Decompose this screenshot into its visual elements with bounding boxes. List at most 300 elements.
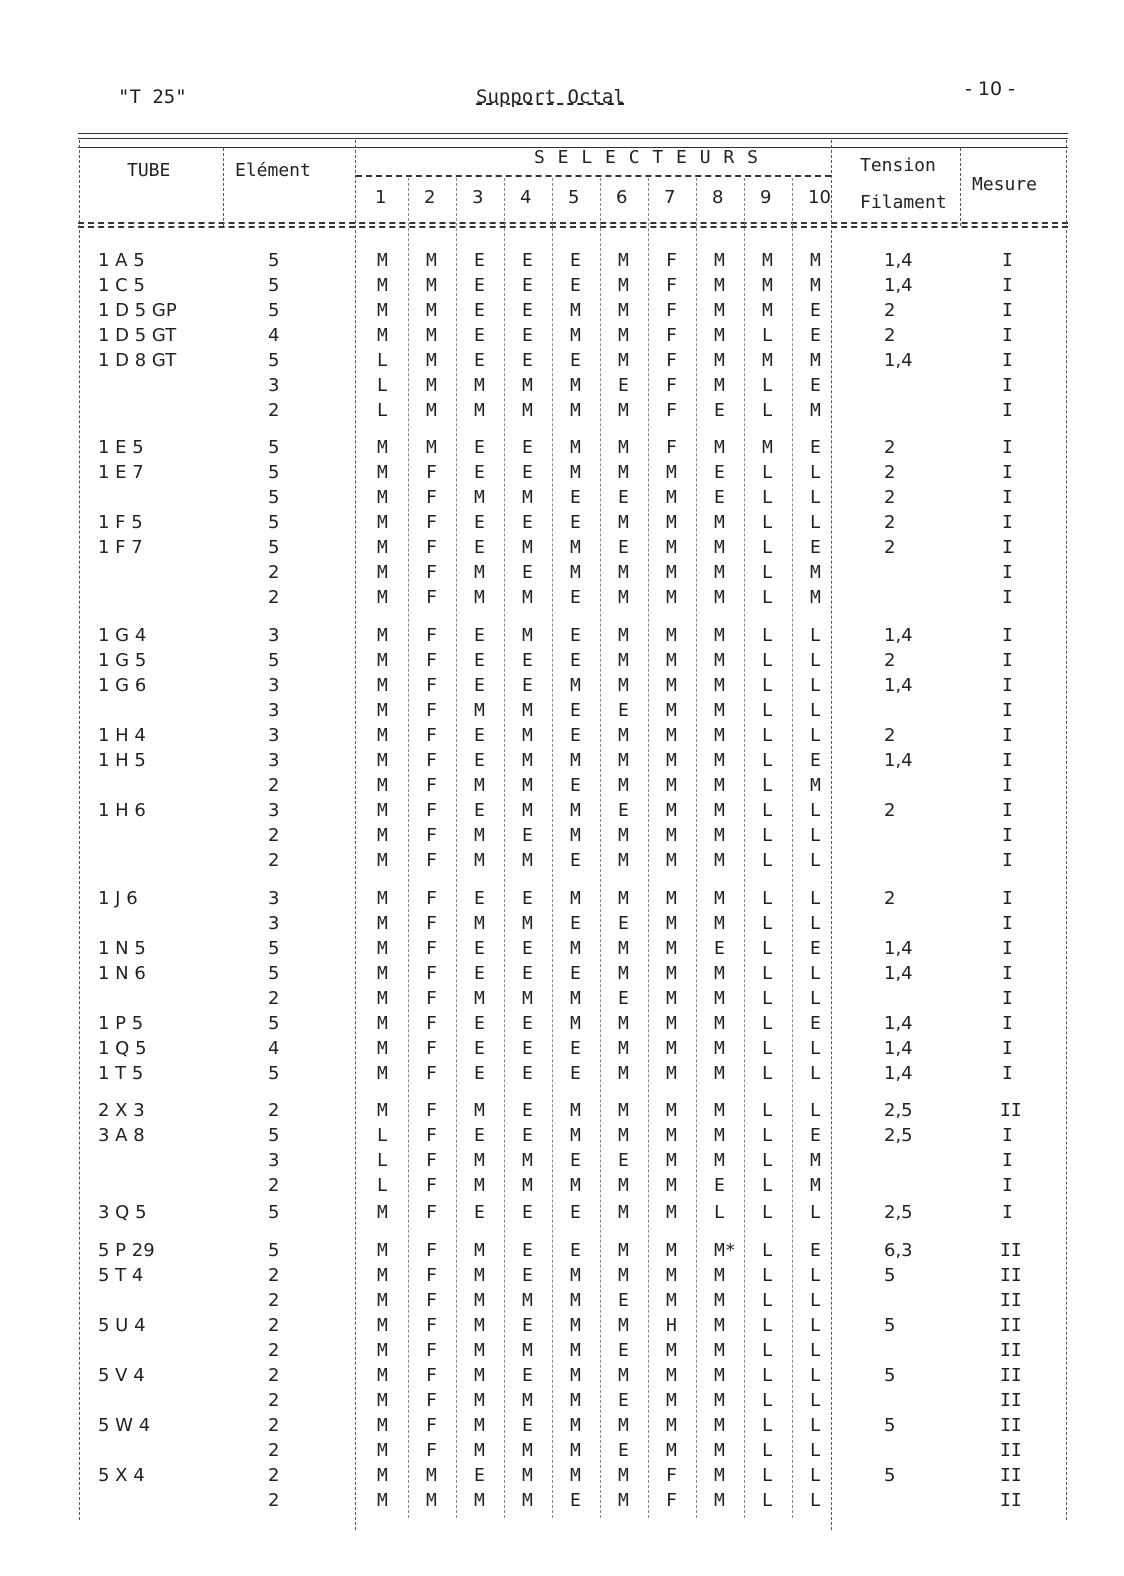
selector-value: F	[426, 750, 437, 771]
element-count: 2	[268, 1315, 280, 1336]
selector-value: E	[522, 938, 533, 959]
mesure-value: I	[1002, 562, 1013, 583]
element-count: 4	[268, 325, 280, 346]
selector-value: E	[474, 462, 485, 483]
selector-number: 9	[760, 187, 772, 208]
selector-value: M	[426, 250, 437, 271]
selector-value: M	[377, 512, 388, 533]
selector-value: F	[426, 1365, 437, 1386]
selector-value: L	[810, 825, 821, 846]
col-header-tube: TUBE	[127, 160, 171, 181]
selector-value: M	[618, 725, 629, 746]
element-count: 2	[268, 1440, 280, 1461]
selector-separator	[744, 178, 745, 1518]
selector-value: E	[570, 350, 581, 371]
selector-value: M	[377, 1340, 388, 1361]
selector-value: L	[762, 750, 773, 771]
selector-value: M	[810, 775, 821, 796]
tension-value: 2	[884, 888, 896, 909]
selector-value: M	[474, 1150, 485, 1171]
selector-value: E	[570, 1038, 581, 1059]
tube-name: 5 W 4	[98, 1415, 151, 1436]
selector-value: M	[377, 275, 388, 296]
element-count: 5	[268, 938, 280, 959]
selector-value: M	[377, 487, 388, 508]
selector-value: M	[377, 1013, 388, 1034]
mesure-value: II	[1000, 1490, 1022, 1511]
selector-value: E	[522, 1100, 533, 1121]
mesure-value: II	[1000, 1290, 1022, 1311]
table-top-rule	[78, 133, 1068, 134]
selector-value: L	[810, 1365, 821, 1386]
mesure-value: I	[1002, 300, 1013, 321]
selector-value: L	[810, 1390, 821, 1411]
selector-value: E	[474, 1013, 485, 1034]
selector-value: M	[474, 375, 485, 396]
selector-value: M	[810, 250, 821, 271]
selector-value: M	[714, 1038, 725, 1059]
selector-value: F	[426, 800, 437, 821]
mesure-value: I	[1002, 537, 1013, 558]
selector-value: M	[618, 350, 629, 371]
mesure-value: II	[1000, 1240, 1022, 1261]
selector-value: M	[714, 1100, 725, 1121]
selector-value: M	[522, 487, 533, 508]
tension-value: 1,4	[884, 1038, 913, 1059]
selector-value: E	[522, 1013, 533, 1034]
selector-value: M	[426, 275, 437, 296]
selector-value: E	[810, 1125, 821, 1146]
selector-value: E	[570, 275, 581, 296]
selector-value: E	[570, 963, 581, 984]
selector-value: M	[714, 700, 725, 721]
selector-value: L	[762, 1175, 773, 1196]
tube-name: 5 T 4	[98, 1265, 144, 1286]
tension-value: 2,5	[884, 1202, 913, 1223]
selector-value: L	[762, 537, 773, 558]
element-count: 2	[268, 400, 280, 421]
selector-value: F	[426, 938, 437, 959]
selector-value: M	[666, 1013, 677, 1034]
selector-value: M	[522, 1175, 533, 1196]
selector-value: M	[377, 1265, 388, 1286]
selector-value: M	[618, 1175, 629, 1196]
selector-value: L	[810, 725, 821, 746]
tube-name: 3 A 8	[98, 1125, 145, 1146]
selector-value: E	[522, 1415, 533, 1436]
selector-value: E	[714, 938, 725, 959]
selector-value: E	[474, 437, 485, 458]
selector-separator	[504, 178, 505, 1518]
selector-value: M	[570, 1125, 581, 1146]
selector-value: M	[377, 1490, 388, 1511]
selector-value: L	[762, 1013, 773, 1034]
mesure-value: I	[1002, 350, 1013, 371]
selector-value: F	[426, 1100, 437, 1121]
selector-value: L	[762, 850, 773, 871]
selector-value: L	[810, 1038, 821, 1059]
selector-value: M	[377, 325, 388, 346]
selector-value: M	[618, 1125, 629, 1146]
selector-value: M	[474, 913, 485, 934]
selector-value: L	[762, 1100, 773, 1121]
selector-value: M	[762, 250, 773, 271]
tension-value: 1,4	[884, 1063, 913, 1084]
mesure-value: I	[1002, 375, 1013, 396]
selector-value: M	[714, 913, 725, 934]
selector-value: E	[618, 537, 629, 558]
tension-value: 2	[884, 437, 896, 458]
selector-value: E	[570, 850, 581, 871]
selector-value: E	[810, 325, 821, 346]
mesure-value: I	[1002, 1013, 1013, 1034]
selector-value: M	[618, 300, 629, 321]
selector-value: L	[762, 888, 773, 909]
selector-value: M	[522, 1150, 533, 1171]
selector-value: E	[522, 1063, 533, 1084]
selector-value: L	[810, 888, 821, 909]
selector-value: M	[570, 562, 581, 583]
mesure-value: I	[1002, 988, 1013, 1009]
element-count: 2	[268, 587, 280, 608]
selector-value: M	[377, 1365, 388, 1386]
mesure-value: I	[1002, 487, 1013, 508]
mesure-value: I	[1002, 938, 1013, 959]
selector-value: E	[618, 1440, 629, 1461]
selector-value: M	[714, 675, 725, 696]
selector-value: L	[762, 587, 773, 608]
mesure-value: I	[1002, 1063, 1013, 1084]
selector-value: E	[714, 462, 725, 483]
selector-value: L	[810, 913, 821, 934]
selector-value: M	[377, 537, 388, 558]
element-count: 2	[268, 562, 280, 583]
selector-value: M	[377, 888, 388, 909]
selector-value: E	[714, 400, 725, 421]
selector-value: L	[810, 1290, 821, 1311]
selector-value: M	[618, 437, 629, 458]
col-header-selecteurs: S E L E C T E U R S	[534, 147, 759, 168]
selector-value: M	[714, 375, 725, 396]
selector-value: L	[810, 700, 821, 721]
selector-value: M	[618, 1415, 629, 1436]
selector-value: M	[618, 650, 629, 671]
selector-value: M	[522, 587, 533, 608]
mesure-value: I	[1002, 825, 1013, 846]
tension-value: 2	[884, 462, 896, 483]
tension-value: 1,4	[884, 275, 913, 296]
selector-value: M	[714, 300, 725, 321]
selector-value: M	[762, 275, 773, 296]
mesure-value: I	[1002, 725, 1013, 746]
selector-value: L	[762, 800, 773, 821]
page-number: - 10 -	[965, 78, 1015, 100]
selector-value: L	[762, 1150, 773, 1171]
selector-value: E	[618, 700, 629, 721]
tension-value: 1,4	[884, 625, 913, 646]
selector-value: M	[426, 350, 437, 371]
page-title: Support Octal	[476, 86, 625, 108]
selector-value: M	[714, 1415, 725, 1436]
selector-value: F	[426, 587, 437, 608]
selector-value: M	[474, 1390, 485, 1411]
selector-value: M	[474, 562, 485, 583]
selector-value: M	[618, 250, 629, 271]
tension-value: 2,5	[884, 1100, 913, 1121]
element-count: 2	[268, 1100, 280, 1121]
selector-value: L	[762, 375, 773, 396]
tube-name: 1 D 8 GT	[98, 350, 177, 371]
selector-value: M	[714, 562, 725, 583]
selector-value: E	[810, 537, 821, 558]
selector-value: E	[810, 300, 821, 321]
selector-value: E	[474, 750, 485, 771]
element-count: 2	[268, 1340, 280, 1361]
selector-value: M	[570, 938, 581, 959]
selector-value: E	[522, 1125, 533, 1146]
element-count: 2	[268, 1490, 280, 1511]
selector-value: M	[714, 587, 725, 608]
tube-name: 1 N 5	[98, 938, 146, 959]
selector-value: M	[522, 750, 533, 771]
selector-value: F	[426, 675, 437, 696]
selector-value: M	[522, 375, 533, 396]
mesure-value: I	[1002, 750, 1013, 771]
selector-number: 7	[664, 187, 676, 208]
tube-name: 1 A 5	[98, 250, 145, 271]
selector-value: E	[810, 1013, 821, 1034]
selector-value: M	[618, 512, 629, 533]
selector-value: M	[714, 1290, 725, 1311]
selector-value: M	[618, 325, 629, 346]
selector-value: M	[714, 725, 725, 746]
selector-value: M	[570, 1390, 581, 1411]
selector-value: M	[714, 1365, 725, 1386]
selector-value: F	[426, 537, 437, 558]
element-count: 3	[268, 1150, 280, 1171]
selector-value: M	[522, 1290, 533, 1311]
selector-value: F	[426, 625, 437, 646]
selector-value: M	[618, 1038, 629, 1059]
selector-value: E	[522, 462, 533, 483]
selector-value: E	[618, 375, 629, 396]
tension-value: 2	[884, 487, 896, 508]
selector-value: M	[570, 1365, 581, 1386]
selector-value: M	[666, 775, 677, 796]
selector-value: L	[762, 825, 773, 846]
selector-value: M	[666, 1175, 677, 1196]
selector-value: M	[522, 1440, 533, 1461]
mesure-value: I	[1002, 650, 1013, 671]
selector-value: E	[522, 562, 533, 583]
element-count: 5	[268, 487, 280, 508]
tension-value: 2	[884, 512, 896, 533]
selector-value: M	[666, 650, 677, 671]
selector-value: M	[714, 988, 725, 1009]
selector-value: L	[377, 1125, 388, 1146]
selector-value: L	[762, 487, 773, 508]
selector-value: M	[618, 1265, 629, 1286]
selector-value: M	[570, 325, 581, 346]
selector-value: F	[666, 437, 677, 458]
selector-value: M	[474, 487, 485, 508]
selector-value: L	[762, 562, 773, 583]
selector-separator	[648, 178, 649, 1518]
selector-value: M	[522, 1465, 533, 1486]
selector-value: M	[666, 1240, 677, 1261]
selector-value: M	[570, 1465, 581, 1486]
selector-value: F	[426, 963, 437, 984]
selector-value: M	[570, 1175, 581, 1196]
selector-value: M	[522, 1340, 533, 1361]
tube-name: 1 C 5	[98, 275, 145, 296]
tube-name: 1 F 7	[98, 537, 143, 558]
selector-value: M	[426, 300, 437, 321]
tension-value: 2	[884, 650, 896, 671]
selector-value: M	[377, 1390, 388, 1411]
mesure-value: I	[1002, 888, 1013, 909]
selector-number: 1	[375, 187, 387, 208]
selector-value: L	[810, 1490, 821, 1511]
tension-value: 2	[884, 325, 896, 346]
selector-value: M	[377, 988, 388, 1009]
selector-value: M	[810, 587, 821, 608]
selector-value: M	[714, 963, 725, 984]
element-count: 5	[268, 963, 280, 984]
selector-separator	[552, 178, 553, 1518]
selector-value: L	[762, 462, 773, 483]
selector-value: E	[522, 1265, 533, 1286]
tube-name: 1 H 6	[98, 800, 146, 821]
selector-value: M	[666, 700, 677, 721]
selector-value: M	[618, 825, 629, 846]
selector-value: M	[714, 537, 725, 558]
mesure-value: I	[1002, 1038, 1013, 1059]
selector-value: L	[810, 1100, 821, 1121]
selector-value: M	[618, 400, 629, 421]
selector-value: L	[810, 1265, 821, 1286]
selector-number: 10	[808, 187, 831, 208]
selector-value: M	[377, 650, 388, 671]
selector-value: M	[762, 300, 773, 321]
element-count: 3	[268, 675, 280, 696]
selector-value: M	[666, 725, 677, 746]
selector-value: L	[810, 1063, 821, 1084]
selector-value: M	[474, 1365, 485, 1386]
selector-value: M	[377, 1465, 388, 1486]
selector-value: M	[666, 1063, 677, 1084]
selector-value: F	[426, 1340, 437, 1361]
col-divider-tension	[960, 148, 961, 226]
selector-value: E	[810, 1240, 821, 1261]
mesure-value: I	[1002, 700, 1013, 721]
selector-value: M	[666, 562, 677, 583]
selector-value: M	[714, 650, 725, 671]
selector-value: L	[762, 1038, 773, 1059]
col-divider-element	[355, 140, 356, 1530]
selector-value: M	[377, 775, 388, 796]
selector-value: M	[377, 700, 388, 721]
selector-value: M	[810, 400, 821, 421]
selector-number: 4	[520, 187, 532, 208]
selector-value: M	[666, 1340, 677, 1361]
selector-value: E	[618, 1390, 629, 1411]
tension-value: 2	[884, 537, 896, 558]
mesure-value: I	[1002, 325, 1013, 346]
element-count: 5	[268, 1013, 280, 1034]
selector-value: M	[570, 1290, 581, 1311]
selector-value: M	[618, 750, 629, 771]
selector-value: E	[522, 437, 533, 458]
selector-value: E	[618, 1340, 629, 1361]
doc-code: "T 25"	[118, 86, 187, 108]
selector-value: E	[474, 300, 485, 321]
selector-value: L	[810, 1315, 821, 1336]
selector-value: M	[666, 487, 677, 508]
selector-value: M	[570, 537, 581, 558]
selector-value: M	[666, 825, 677, 846]
selector-value: L	[762, 1465, 773, 1486]
selector-value: M	[377, 462, 388, 483]
selector-value: F	[426, 1415, 437, 1436]
selector-value: L	[762, 725, 773, 746]
selector-value: E	[570, 700, 581, 721]
selector-value: E	[570, 512, 581, 533]
selector-value: M	[570, 825, 581, 846]
selector-value: M	[666, 988, 677, 1009]
selector-value: M	[714, 437, 725, 458]
selector-value: L	[810, 850, 821, 871]
selector-value: M	[570, 375, 581, 396]
selector-value: M	[474, 587, 485, 608]
selector-value: L	[762, 963, 773, 984]
selector-value: M	[714, 1063, 725, 1084]
selector-value: M	[618, 1063, 629, 1084]
tube-name: 1 E 5	[98, 437, 144, 458]
selector-value: L	[377, 1175, 388, 1196]
selector-value: E	[570, 1202, 581, 1223]
tension-value: 5	[884, 1465, 896, 1486]
element-count: 3	[268, 625, 280, 646]
selector-value: M	[522, 800, 533, 821]
selector-value: L	[810, 1465, 821, 1486]
selector-value: F	[426, 775, 437, 796]
selector-value: F	[426, 1063, 437, 1084]
selector-value: E	[570, 725, 581, 746]
selector-value: H	[666, 1315, 677, 1336]
element-count: 5	[268, 437, 280, 458]
mesure-value: I	[1002, 250, 1013, 271]
selector-number: 6	[616, 187, 628, 208]
selector-value: M	[426, 400, 437, 421]
col-header-tension: Tension	[860, 155, 936, 176]
tension-value: 1,4	[884, 963, 913, 984]
mesure-value: II	[1000, 1390, 1022, 1411]
selector-value: M	[522, 725, 533, 746]
selector-value: M	[377, 938, 388, 959]
selector-value: M	[522, 850, 533, 871]
selector-value: E	[522, 300, 533, 321]
tension-value: 2	[884, 300, 896, 321]
selector-value: M	[714, 350, 725, 371]
selector-value: M	[377, 1315, 388, 1336]
selector-value: L	[762, 325, 773, 346]
col-divider-tube	[223, 148, 224, 226]
mesure-value: I	[1002, 587, 1013, 608]
selector-value: M	[474, 400, 485, 421]
selector-number: 5	[568, 187, 580, 208]
selector-value: F	[426, 1290, 437, 1311]
